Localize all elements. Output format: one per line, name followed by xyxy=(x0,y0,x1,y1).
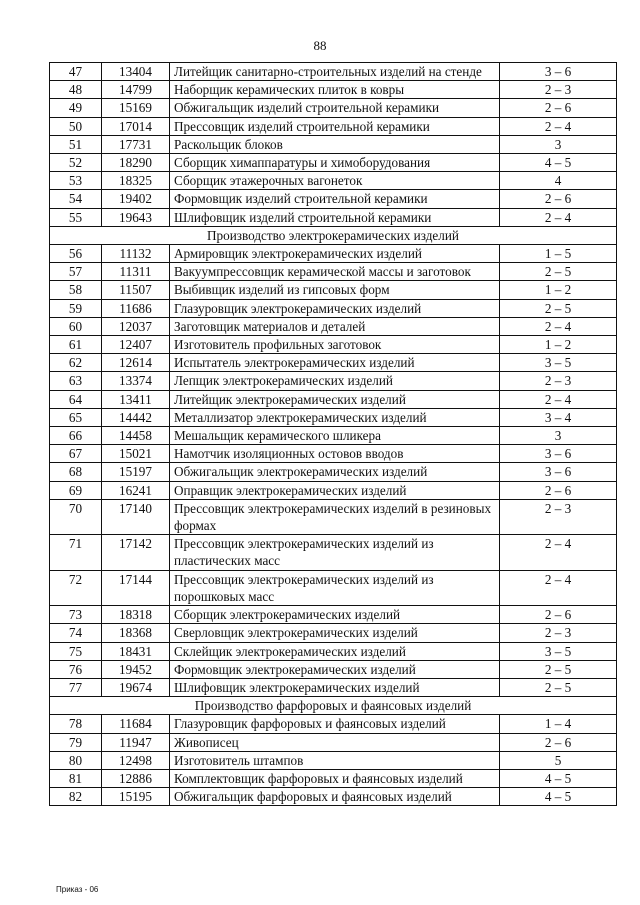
table-row xyxy=(50,245,617,263)
profession-code: 18368 xyxy=(102,624,170,642)
section-title: Производство электрокерамических изделий xyxy=(50,226,617,244)
row-number: 50 xyxy=(50,117,102,135)
profession-name: Шлифовщик изделий строительной керамики xyxy=(170,208,500,226)
profession-name: Армировщик электрокерамических изделий xyxy=(170,245,500,263)
row-number: 82 xyxy=(50,788,102,806)
table-body xyxy=(50,63,617,806)
profession-code: 17142 xyxy=(102,535,170,570)
footer-note: Приказ - 06 xyxy=(56,885,99,894)
grade-range: 2 – 6 xyxy=(500,99,617,117)
profession-code: 13411 xyxy=(102,390,170,408)
grade-range: 3 – 5 xyxy=(500,354,617,372)
profession-name: Мешальщик керамического шликера xyxy=(170,427,500,445)
profession-code: 11132 xyxy=(102,245,170,263)
table-row xyxy=(50,263,617,281)
grade-range: 4 – 5 xyxy=(500,154,617,172)
profession-code: 14799 xyxy=(102,81,170,99)
profession-name: Вакуумпрессовщик керамической массы и заготовок xyxy=(170,263,500,281)
grade-range: 2 – 6 xyxy=(500,481,617,499)
table-row xyxy=(50,154,617,172)
profession-name: Металлизатор электрокерамических изделий xyxy=(170,408,500,426)
row-number: 60 xyxy=(50,317,102,335)
row-number: 71 xyxy=(50,535,102,570)
row-number: 56 xyxy=(50,245,102,263)
row-number: 68 xyxy=(50,463,102,481)
profession-code: 19674 xyxy=(102,678,170,696)
grade-range: 3 – 6 xyxy=(500,445,617,463)
profession-name: Изготовитель штампов xyxy=(170,751,500,769)
profession-name: Раскольщик блоков xyxy=(170,135,500,153)
profession-code: 11684 xyxy=(102,715,170,733)
table-row xyxy=(50,481,617,499)
table-row xyxy=(50,63,617,81)
row-number: 74 xyxy=(50,624,102,642)
profession-name: Обжигальщик электрокерамических изделий xyxy=(170,463,500,481)
grade-range: 2 – 4 xyxy=(500,535,617,570)
profession-name: Шлифовщик электрокерамических изделий xyxy=(170,678,500,696)
table-row xyxy=(50,499,617,534)
section-header-row xyxy=(50,697,617,715)
profession-code: 11311 xyxy=(102,263,170,281)
grade-range: 2 – 5 xyxy=(500,660,617,678)
profession-code: 16241 xyxy=(102,481,170,499)
row-number: 52 xyxy=(50,154,102,172)
profession-code: 15169 xyxy=(102,99,170,117)
row-number: 58 xyxy=(50,281,102,299)
profession-name: Сверловщик электрокерамических изделий xyxy=(170,624,500,642)
profession-name: Выбивщик изделий из гипсовых форм xyxy=(170,281,500,299)
row-number: 67 xyxy=(50,445,102,463)
row-number: 51 xyxy=(50,135,102,153)
profession-code: 17014 xyxy=(102,117,170,135)
profession-name: Испытатель электрокерамических изделий xyxy=(170,354,500,372)
row-number: 53 xyxy=(50,172,102,190)
profession-code: 15021 xyxy=(102,445,170,463)
section-title: Производство фарфоровых и фаянсовых изделий xyxy=(50,697,617,715)
table-row xyxy=(50,372,617,390)
profession-code: 19402 xyxy=(102,190,170,208)
grade-range: 3 – 5 xyxy=(500,642,617,660)
row-number: 66 xyxy=(50,427,102,445)
profession-name: Сборщик этажерочных вагонеток xyxy=(170,172,500,190)
profession-name: Литейщик электрокерамических изделий xyxy=(170,390,500,408)
table-row xyxy=(50,208,617,226)
page-number: 88 xyxy=(313,38,327,53)
row-number: 61 xyxy=(50,336,102,354)
grade-range: 3 – 6 xyxy=(500,463,617,481)
row-number: 72 xyxy=(50,570,102,605)
table-row xyxy=(50,81,617,99)
row-number: 65 xyxy=(50,408,102,426)
grade-range: 2 – 6 xyxy=(500,606,617,624)
profession-code: 17731 xyxy=(102,135,170,153)
profession-code: 11507 xyxy=(102,281,170,299)
grade-range: 1 – 2 xyxy=(500,336,617,354)
grade-range: 2 – 3 xyxy=(500,624,617,642)
profession-code: 12614 xyxy=(102,354,170,372)
profession-name: Склейщик электрокерамических изделий xyxy=(170,642,500,660)
grade-range: 3 – 6 xyxy=(500,63,617,81)
profession-code: 11686 xyxy=(102,299,170,317)
grade-range: 2 – 3 xyxy=(500,499,617,534)
profession-code: 14458 xyxy=(102,427,170,445)
profession-code: 18325 xyxy=(102,172,170,190)
row-number: 47 xyxy=(50,63,102,81)
row-number: 78 xyxy=(50,715,102,733)
grade-range: 4 – 5 xyxy=(500,788,617,806)
table-row xyxy=(50,281,617,299)
table-row xyxy=(50,788,617,806)
grade-range: 2 – 4 xyxy=(500,570,617,605)
grade-range: 2 – 4 xyxy=(500,117,617,135)
grade-range: 4 xyxy=(500,172,617,190)
grade-range: 5 xyxy=(500,751,617,769)
row-number: 48 xyxy=(50,81,102,99)
row-number: 49 xyxy=(50,99,102,117)
profession-code: 15195 xyxy=(102,788,170,806)
row-number: 54 xyxy=(50,190,102,208)
profession-name: Прессовщик электрокерамических изделий из пластических масс xyxy=(170,535,500,570)
grade-range: 3 xyxy=(500,427,617,445)
profession-code: 13374 xyxy=(102,372,170,390)
profession-name: Сборщик химаппаратуры и химоборудования xyxy=(170,154,500,172)
table-row xyxy=(50,427,617,445)
table-row xyxy=(50,570,617,605)
grade-range: 2 – 4 xyxy=(500,208,617,226)
table-row xyxy=(50,190,617,208)
profession-code: 18290 xyxy=(102,154,170,172)
profession-name: Обжигальщик фарфоровых и фаянсовых изделий xyxy=(170,788,500,806)
table-row xyxy=(50,299,617,317)
grade-range: 1 – 4 xyxy=(500,715,617,733)
profession-code: 12498 xyxy=(102,751,170,769)
table-row xyxy=(50,715,617,733)
grade-range: 2 – 5 xyxy=(500,299,617,317)
table-row xyxy=(50,390,617,408)
row-number: 57 xyxy=(50,263,102,281)
table-row xyxy=(50,660,617,678)
table-row xyxy=(50,463,617,481)
table-row xyxy=(50,678,617,696)
grade-range: 3 xyxy=(500,135,617,153)
table-row xyxy=(50,445,617,463)
grade-range: 1 – 2 xyxy=(500,281,617,299)
row-number: 81 xyxy=(50,769,102,787)
profession-name: Лепщик электрокерамических изделий xyxy=(170,372,500,390)
grade-range: 2 – 3 xyxy=(500,372,617,390)
table-row xyxy=(50,751,617,769)
profession-code: 19452 xyxy=(102,660,170,678)
table-row xyxy=(50,624,617,642)
table-row xyxy=(50,642,617,660)
table-row xyxy=(50,606,617,624)
profession-code: 17144 xyxy=(102,570,170,605)
profession-table xyxy=(49,62,617,806)
grade-range: 1 – 5 xyxy=(500,245,617,263)
profession-name: Прессовщик электрокерамических изделий из порошковых масс xyxy=(170,570,500,605)
profession-code: 17140 xyxy=(102,499,170,534)
profession-code: 13404 xyxy=(102,63,170,81)
profession-code: 14442 xyxy=(102,408,170,426)
profession-name: Литейщик санитарно-строительных изделий на стенде xyxy=(170,63,500,81)
grade-range: 2 – 3 xyxy=(500,81,617,99)
profession-name: Комплектовщик фарфоровых и фаянсовых изделий xyxy=(170,769,500,787)
row-number: 73 xyxy=(50,606,102,624)
profession-code: 15197 xyxy=(102,463,170,481)
row-number: 79 xyxy=(50,733,102,751)
grade-range: 4 – 5 xyxy=(500,769,617,787)
profession-name: Заготовщик материалов и деталей xyxy=(170,317,500,335)
profession-code: 12886 xyxy=(102,769,170,787)
table-row xyxy=(50,733,617,751)
row-number: 63 xyxy=(50,372,102,390)
row-number: 69 xyxy=(50,481,102,499)
profession-name: Обжигальщик изделий строительной керамики xyxy=(170,99,500,117)
profession-name: Намотчик изоляционных остовов вводов xyxy=(170,445,500,463)
table-row xyxy=(50,354,617,372)
row-number: 77 xyxy=(50,678,102,696)
profession-name: Живописец xyxy=(170,733,500,751)
profession-name: Глазуровщик фарфоровых и фаянсовых изделий xyxy=(170,715,500,733)
profession-code: 18431 xyxy=(102,642,170,660)
grade-range: 2 – 4 xyxy=(500,390,617,408)
grade-range: 3 – 4 xyxy=(500,408,617,426)
row-number: 80 xyxy=(50,751,102,769)
grade-range: 2 – 6 xyxy=(500,733,617,751)
section-header-row xyxy=(50,226,617,244)
table-row xyxy=(50,99,617,117)
profession-name: Оправщик электрокерамических изделий xyxy=(170,481,500,499)
row-number: 76 xyxy=(50,660,102,678)
table-row xyxy=(50,117,617,135)
row-number: 59 xyxy=(50,299,102,317)
table-row xyxy=(50,408,617,426)
table-row xyxy=(50,135,617,153)
row-number: 70 xyxy=(50,499,102,534)
table-row xyxy=(50,535,617,570)
profession-code: 19643 xyxy=(102,208,170,226)
profession-name: Сборщик электрокерамических изделий xyxy=(170,606,500,624)
table-row xyxy=(50,336,617,354)
grade-range: 2 – 6 xyxy=(500,190,617,208)
grade-range: 2 – 4 xyxy=(500,317,617,335)
profession-name: Изготовитель профильных заготовок xyxy=(170,336,500,354)
grade-range: 2 – 5 xyxy=(500,263,617,281)
row-number: 64 xyxy=(50,390,102,408)
row-number: 55 xyxy=(50,208,102,226)
profession-name: Формовщик электрокерамических изделий xyxy=(170,660,500,678)
profession-code: 12407 xyxy=(102,336,170,354)
table-row xyxy=(50,172,617,190)
row-number: 75 xyxy=(50,642,102,660)
profession-name: Прессовщик изделий строительной керамики xyxy=(170,117,500,135)
table-row xyxy=(50,317,617,335)
profession-name: Глазуровщик электрокерамических изделий xyxy=(170,299,500,317)
profession-name: Наборщик керамических плиток в ковры xyxy=(170,81,500,99)
row-number: 62 xyxy=(50,354,102,372)
table-row xyxy=(50,769,617,787)
profession-name: Прессовщик электрокерамических изделий в резиновых формах xyxy=(170,499,500,534)
profession-code: 12037 xyxy=(102,317,170,335)
profession-name: Формовщик изделий строительной керамики xyxy=(170,190,500,208)
grade-range: 2 – 5 xyxy=(500,678,617,696)
profession-code: 18318 xyxy=(102,606,170,624)
profession-code: 11947 xyxy=(102,733,170,751)
